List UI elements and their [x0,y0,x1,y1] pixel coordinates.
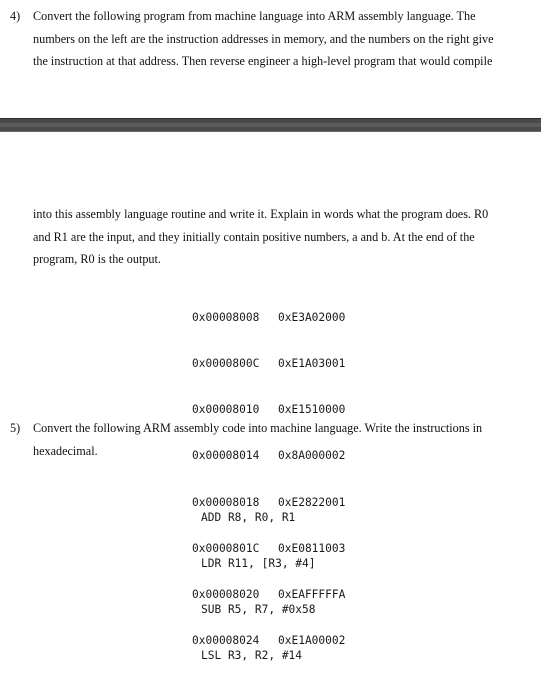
problem-5-number: 5) [10,421,21,435]
asm-line: LSL R3, R2, #14 [201,649,303,663]
code-address: 0x0000801C [192,541,260,555]
code-address: 0x00008020 [192,588,260,602]
code-instruction: 0xE0811003 [278,541,346,555]
code-address: 0x00008010 [192,403,260,417]
problem-4-line-5: and R1 are the input, and they initially contain positive numbers, a and b. At the end of the [33,229,475,244]
code-instruction: 0xEAFFFFFA [278,588,346,602]
asm-line: SUB R5, R7, #0x58 [201,603,316,617]
code-address: 0x00008018 [192,495,260,509]
problem-5-text [33,417,512,462]
problem-4-line-2: numbers on the left are the instruction addresses in memory, and the numbers on the right give [33,31,494,46]
problem-4-text-part1 [33,5,512,73]
problem-4-line-4: into this assembly language routine and write it. Explain in words what the program does. R0 [33,207,489,221]
page-break-divider [0,118,541,132]
page-top-section [0,0,541,118]
problem-4-number: 4) [10,9,21,23]
page-bottom-section [0,132,541,663]
asm-line: LDR R11, [R3, #4] [201,557,316,571]
code-instruction: 0xE2822001 [278,495,346,509]
problem-4-text-part2 [33,203,512,271]
problem-4-line-3: the instruction at that address. Then reverse engineer a high-level program that would compile [33,54,493,68]
divider-band [0,123,541,127]
code-row [192,356,345,371]
code-row [192,402,345,417]
code-row [192,310,345,325]
problem-4-line-6: program, R0 is the output. [33,252,161,266]
code-instruction: 0xE3A02000 [278,310,346,324]
code-instruction: 0x8A000002 [278,449,346,463]
assembly-code-listing [201,479,316,695]
problem-5-line-2: hexadecimal. [33,443,98,458]
code-address: 0x00008024 [192,634,260,648]
code-instruction: 0xE1510000 [278,403,346,417]
code-instruction: 0xE1A03001 [278,357,346,371]
code-address: 0x0000800C [192,357,260,371]
asm-line: ADD R8, R0, R1 [201,510,296,524]
code-address: 0x00008014 [192,449,260,463]
code-instruction: 0xE1A00002 [278,634,346,648]
code-address: 0x00008008 [192,310,260,324]
problem-5-line-1: Convert the following ARM assembly code into machine language. Write the instructions in [33,421,483,435]
problem-4-line-1: Convert the following program from machine language into ARM assembly language. The [33,9,476,23]
